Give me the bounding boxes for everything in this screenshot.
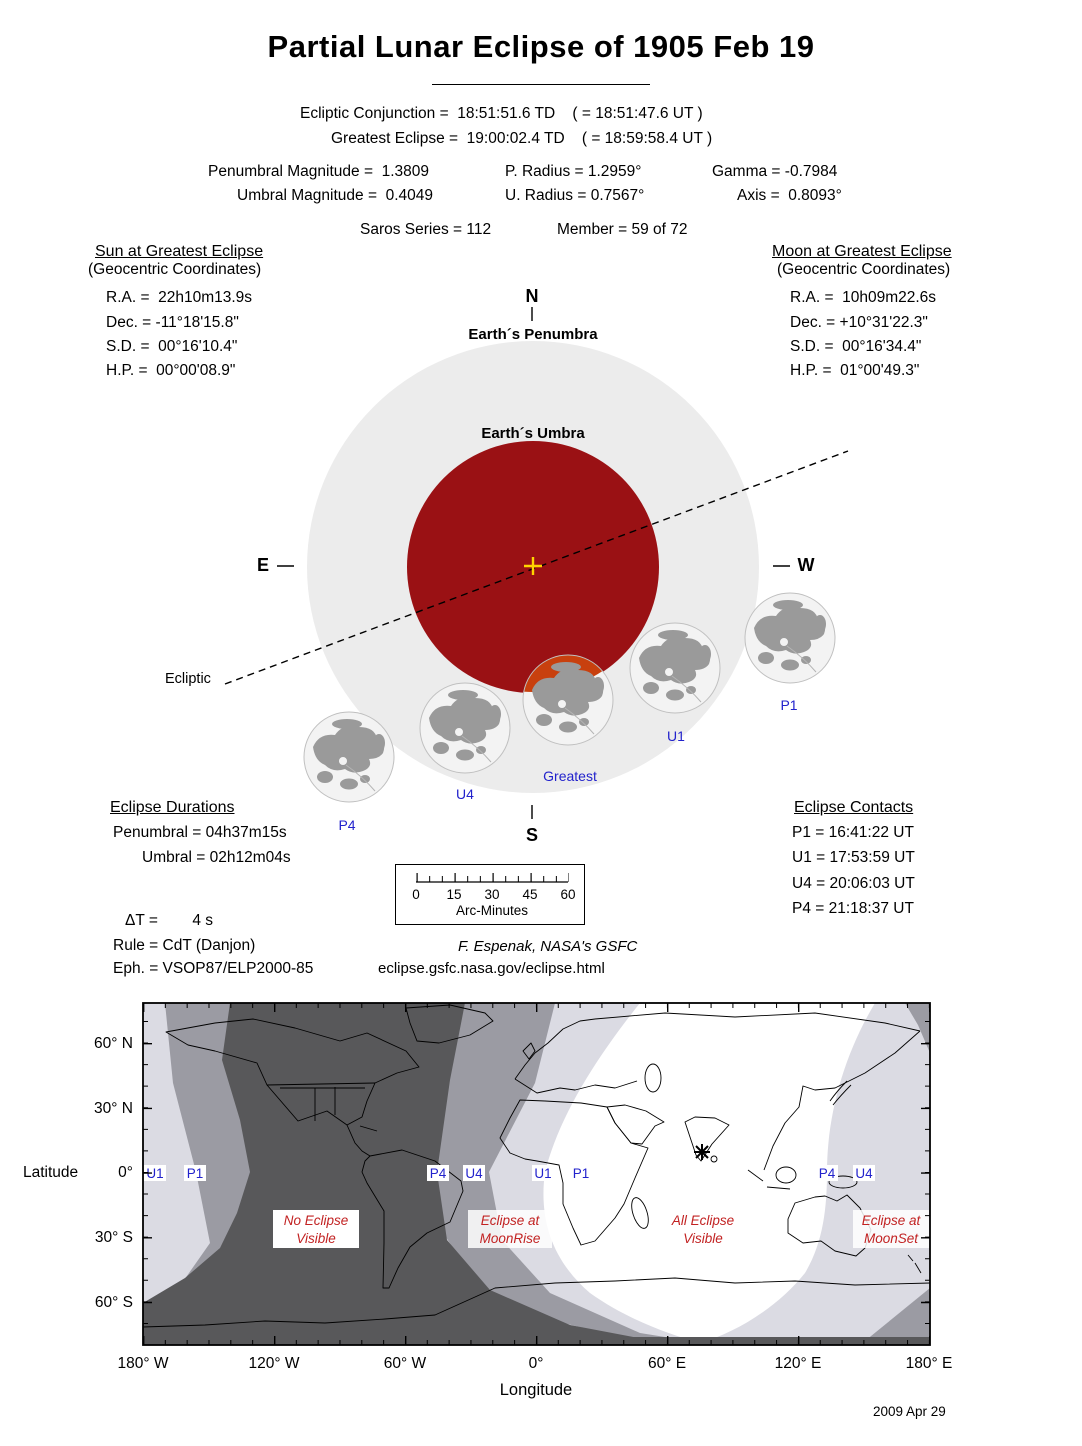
- label-p1: P1: [780, 697, 798, 713]
- umbra-label: Earth´s Umbra: [481, 425, 585, 442]
- contact-u4: U4 = 20:06:03 UT: [792, 875, 915, 892]
- sun-dec: Dec. = -11°18'15.8": [106, 314, 239, 331]
- marker-p4-east: P4: [818, 1166, 836, 1181]
- marker-u4-mid: U4: [465, 1166, 483, 1181]
- lat-30n: 30° N: [94, 1100, 133, 1117]
- compass-east: E: [256, 555, 270, 575]
- lon-60w: 60° W: [383, 1355, 427, 1372]
- lat-30s: 30° S: [94, 1229, 133, 1246]
- svg-text:0: 0: [412, 887, 420, 902]
- greatest-eclipse-line: Greatest Eclipse = 19:00:02.4 TD ( = 18:59:58.4 UT ): [331, 130, 713, 147]
- marker-u4-east: U4: [855, 1166, 873, 1181]
- svg-text:Eclipse at: Eclipse at: [861, 1213, 921, 1228]
- svg-text:Visible: Visible: [683, 1231, 723, 1246]
- plot-date: 2009 Apr 29: [873, 1404, 946, 1419]
- saros-member: Member = 59 of 72: [557, 221, 688, 238]
- saros-series: Saros Series = 112: [360, 221, 492, 238]
- ecliptic-label: Ecliptic: [165, 671, 211, 687]
- moon-at-p4: [304, 712, 394, 802]
- longitude-label: Longitude: [499, 1381, 573, 1399]
- lat-0: 0°: [118, 1164, 133, 1181]
- svg-text:Eclipse at: Eclipse at: [480, 1213, 540, 1228]
- lon-120e: 120° E: [774, 1355, 822, 1372]
- durations-penumbral: Penumbral = 04h37m15s: [113, 824, 287, 841]
- visibility-map: [15, 993, 975, 1413]
- penumbral-magnitude: Penumbral Magnitude = 1.3809: [208, 163, 430, 180]
- gamma: Gamma = -0.7984: [712, 163, 838, 180]
- lon-0: 0°: [528, 1355, 544, 1372]
- title-underline: [432, 84, 650, 85]
- moon-heading: Moon at Greatest Eclipse: [772, 243, 952, 260]
- axis: Axis = 0.8093°: [737, 187, 842, 204]
- credit-url: eclipse.gsfc.nasa.gov/eclipse.html: [378, 960, 605, 977]
- moon-at-u4: [420, 683, 510, 773]
- contacts-heading: Eclipse Contacts: [794, 799, 914, 816]
- moon-ra: R.A. = 10h09m22.6s: [790, 289, 937, 306]
- lat-60n: 60° N: [94, 1035, 133, 1052]
- arcminute-scale-box: [395, 864, 585, 925]
- credit-author: F. Espenak, NASA's GSFC: [458, 938, 638, 955]
- ecliptic-conjunction-line: Ecliptic Conjunction = 18:51:51.6 TD ( = 18:51:47.6 UT ): [300, 105, 703, 122]
- compass-north: N: [525, 286, 539, 306]
- shadow-diagram: [130, 282, 890, 848]
- moon-subheading: (Geocentric Coordinates): [777, 261, 951, 278]
- durations-heading: Eclipse Durations: [110, 799, 235, 816]
- compass-west: W: [797, 555, 815, 575]
- durations-umbral: Umbral = 02h12m04s: [142, 849, 291, 866]
- label-greatest: Greatest: [543, 768, 597, 784]
- zone-moonrise: [468, 1210, 552, 1248]
- zone-no-eclipse: [273, 1210, 359, 1248]
- umbral-magnitude: Umbral Magnitude = 0.4049: [237, 187, 434, 204]
- svg-text:No Eclipse: No Eclipse: [283, 1213, 349, 1228]
- page-title: Partial Lunar Eclipse of 1905 Feb 19: [267, 29, 815, 64]
- sun-heading: Sun at Greatest Eclipse: [95, 243, 264, 260]
- marker-p4-mid: P4: [429, 1166, 447, 1181]
- svg-text:MoonSet: MoonSet: [863, 1231, 919, 1246]
- moon-sd: S.D. = 00°16'34.4": [790, 338, 922, 355]
- moon-at-u1: [630, 623, 720, 713]
- svg-text:Visible: Visible: [296, 1231, 336, 1246]
- marker-u1-mid: U1: [534, 1166, 552, 1181]
- svg-text:30: 30: [484, 887, 500, 902]
- svg-text:15: 15: [446, 887, 462, 902]
- moon-dec: Dec. = +10°31'22.3": [790, 314, 928, 331]
- lon-180w: 180° W: [117, 1355, 169, 1372]
- sun-sd: S.D. = 00°16'10.4": [106, 338, 238, 355]
- sun-ra: R.A. = 22h10m13.9s: [106, 289, 253, 306]
- p-radius: P. Radius = 1.2959°: [505, 163, 642, 180]
- lat-60s: 60° S: [94, 1294, 133, 1311]
- lon-180e: 180° E: [905, 1355, 953, 1372]
- svg-text:MoonRise: MoonRise: [479, 1231, 541, 1246]
- lon-120w: 120° W: [248, 1355, 300, 1372]
- zone-moonset: [853, 1210, 929, 1248]
- svg-text:All Eclipse: All Eclipse: [671, 1213, 735, 1228]
- contact-p1: P1 = 16:41:22 UT: [792, 824, 914, 841]
- label-p4: P4: [338, 817, 356, 833]
- marker-p1-mid: P1: [572, 1166, 590, 1181]
- svg-text:60: 60: [560, 887, 576, 902]
- label-u1: U1: [667, 728, 685, 744]
- moon-at-p1: [745, 593, 835, 683]
- sun-subheading: (Geocentric Coordinates): [88, 261, 262, 278]
- delta-t: ΔT = 4 s: [125, 912, 214, 929]
- latitude-label: Latitude: [23, 1164, 79, 1181]
- scale-tick-labels: [412, 887, 575, 902]
- contact-p4: P4 = 21:18:37 UT: [792, 900, 914, 917]
- rule: Rule = CdT (Danjon): [113, 937, 256, 954]
- sun-hp: H.P. = 00°00'08.9": [106, 362, 236, 379]
- u-radius: U. Radius = 0.7567°: [505, 187, 645, 204]
- marker-u1-west: U1: [146, 1166, 164, 1181]
- moon-hp: H.P. = 01°00'49.3": [790, 362, 920, 379]
- svg-text:45: 45: [522, 887, 538, 902]
- lon-60e: 60° E: [647, 1355, 687, 1372]
- penumbra-label: Earth´s Penumbra: [468, 326, 598, 343]
- scale-units-label: Arc-Minutes: [455, 903, 529, 918]
- contact-u1: U1 = 17:53:59 UT: [792, 849, 915, 866]
- ephemeris: Eph. = VSOP87/ELP2000-85: [113, 960, 314, 977]
- zenith-star-icon: [694, 1144, 710, 1160]
- compass-south: S: [525, 825, 539, 845]
- marker-p1-west: P1: [186, 1166, 204, 1181]
- label-u4: U4: [456, 786, 474, 802]
